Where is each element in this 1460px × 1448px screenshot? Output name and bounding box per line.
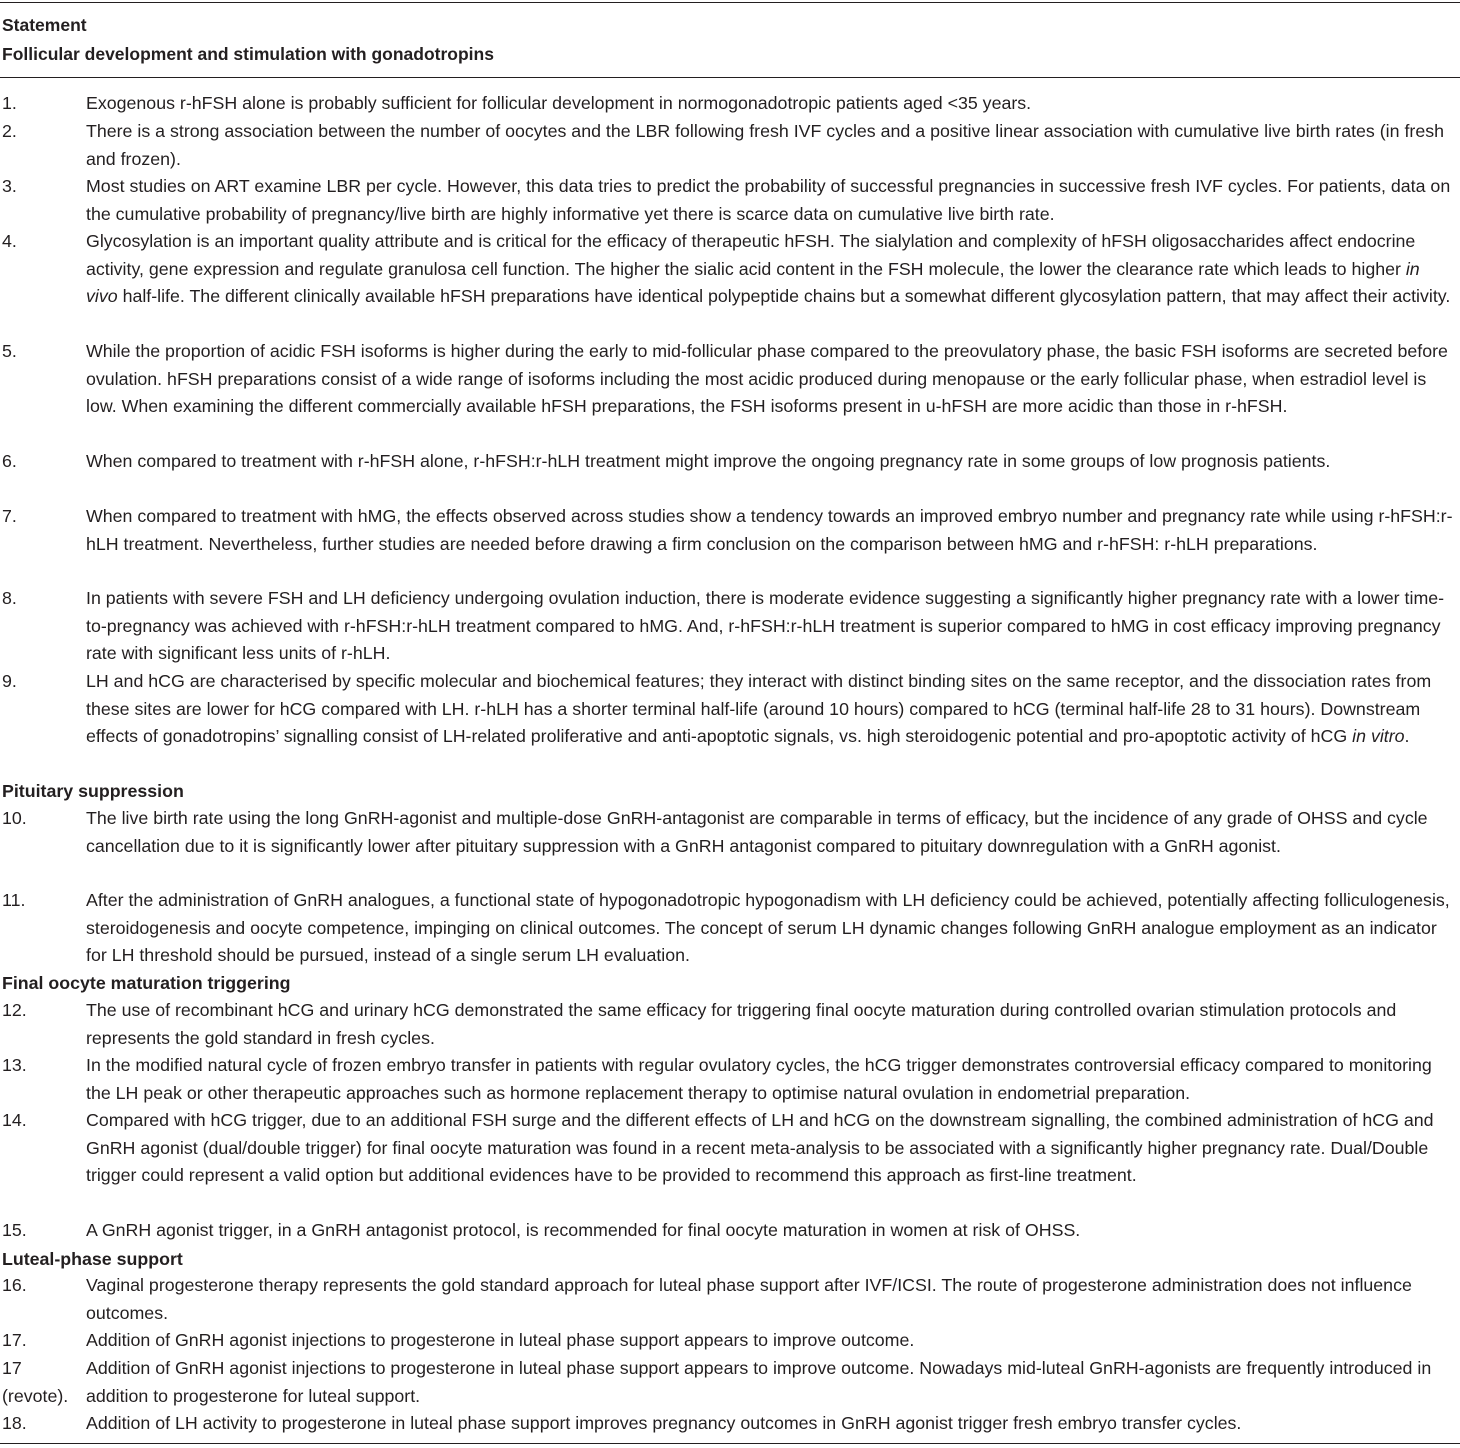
table-top-rule	[0, 2, 1460, 3]
statement-text-part: half-life. The different clinically available hFSH preparations have identical polypeptide chains but a somewhat different glycosylation pattern, that may affect their activity.	[117, 286, 1451, 306]
statement-text: Addition of GnRH agonist injections to progesterone in luteal phase support appears to improve outcome. Nowadays mid-luteal GnRH-agonists are frequently introduced in addition to progesterone for luteal support.	[86, 1358, 1432, 1406]
statement-text: While the proportion of acidic FSH isoforms is higher during the early to mid-follicular phase compared to the preovulatory phase, the basic FSH isoforms are secreted before ovulation. hFSH preparations consist of a wide range of isoforms including the most acidic produced during menopause or the early follicular phase, when estradiol level is low. When examining the different commercially available hFSH preparations, the FSH isoforms present in u-hFSH are more acidic than those in r-hFSH.	[86, 341, 1448, 416]
statement-text-part: Glycosylation is an important quality attribute and is critical for the efficacy of therapeutic hFSH. The sialylation and complexity of hFSH oligosaccharides affect endocrine activity, gene expression and regulate granulosa cell function. The higher the sialic acid content in the FSH molecule, the lower the clearance rate which leads to higher	[86, 231, 1416, 279]
column-header: Statement	[2, 15, 87, 35]
statement-number: 14.	[2, 1110, 27, 1130]
section-heading-follicular: Follicular development and stimulation with gonadotropins	[2, 44, 494, 64]
section-heading-final-oocyte: Final oocyte maturation triggering	[2, 973, 291, 993]
statement-text: A GnRH agonist trigger, in a GnRH antagonist protocol, is recommended for final oocyte maturation in women at risk of OHSS.	[86, 1220, 1081, 1240]
statement-text	[86, 228, 1456, 311]
statement-text: When compared to treatment with r-hFSH alone, r-hFSH:r-hLH treatment might improve the ongoing pregnancy rate in some groups of low prognosis patients.	[86, 451, 1331, 471]
statement-text: The live birth rate using the long GnRH-agonist and multiple-dose GnRH-antagonist are comparable in terms of efficacy, but the incidence of any grade of OHSS and cycle cancellation due to it is significantly lower after pituitary suppression with a GnRH antagonist compared to pituitary downregulation with a GnRH agonist.	[86, 808, 1428, 856]
statement-text: There is a strong association between the number of oocytes and the LBR following fresh IVF cycles and a positive linear association with cumulative live birth rates (in fresh and frozen).	[86, 121, 1444, 169]
statement-number: 4.	[2, 231, 17, 251]
statement-text: Compared with hCG trigger, due to an additional FSH surge and the different effects of LH and hCG on the downstream signalling, the combined administration of hCG and GnRH agonist (dual/double trigger) for final oocyte maturation was found in a recent meta-analysis to be associated with a significantly higher pregnancy rate. Dual/Double trigger could represent a valid option but additional evidences have to be provided to recommend this approach as first-line treatment.	[86, 1110, 1434, 1185]
statement-number: 17.	[2, 1330, 27, 1350]
statement-text: Most studies on ART examine LBR per cycle. However, this data tries to predict the probability of successful pregnancies in successive fresh IVF cycles. For patients, data on the cumulative probability of pregnancy/live birth are highly informative yet there is scarce data on cumulative live birth rate.	[86, 176, 1451, 224]
statement-number: 7.	[2, 506, 17, 526]
statement-text-part: LH and hCG are characterised by specific molecular and biochemical features; they interact with distinct binding sites on the same receptor, and the dissociation rates from these sites are lower for hCG compared with LH. r-hLH has a shorter terminal half-life (around 10 hours) compared to hCG (terminal half-life 28 to 31 hours). Downstream effects of gonadotropins’ signalling consist of LH-related proliferative and anti-apoptotic signals, vs. high steroidogenic potential and pro-apoptotic activity of hCG	[86, 671, 1432, 746]
statement-number: 6.	[2, 451, 17, 471]
statement-number: 12.	[2, 1000, 27, 1020]
statement-text: Addition of GnRH agonist injections to progesterone in luteal phase support appears to improve outcome.	[86, 1330, 915, 1350]
section-heading-luteal: Luteal-phase support	[2, 1249, 183, 1269]
statement-number: 15.	[2, 1220, 27, 1240]
statement-text: Vaginal progesterone therapy represents the gold standard approach for luteal phase support after IVF/ICSI. The route of progesterone administration does not influence outcomes.	[86, 1275, 1412, 1323]
statement-text: When compared to treatment with hMG, the effects observed across studies show a tendency towards an improved embryo number and pregnancy rate while using r-hFSH:r-hLH treatment. Nevertheless, further studies are needed before drawing a firm conclusion on the comparison between hMG and r-hFSH: r-hLH preparations.	[86, 506, 1453, 554]
statement-number: 10.	[2, 808, 27, 828]
statement-text: In patients with severe FSH and LH deficiency undergoing ovulation induction, there is moderate evidence suggesting a significantly higher pregnancy rate with a lower time-to-pregnancy was achieved with r-hFSH:r-hLH treatment compared to hMG. And, r-hFSH:r-hLH treatment is superior compared to hMG in cost efficacy improving pregnancy rate with significant less units of r-hLH.	[86, 588, 1445, 663]
statement-text-italic: in vivo	[86, 258, 1420, 306]
statement-number: 13.	[2, 1055, 27, 1075]
statement-number: 9.	[2, 671, 17, 691]
statement-number: 5.	[2, 341, 17, 361]
statement-text-italic: in vitro	[1352, 726, 1405, 746]
statement-number: 3.	[2, 176, 17, 196]
section-heading-pituitary: Pituitary suppression	[2, 781, 184, 801]
statement-text: After the administration of GnRH analogues, a functional state of hypogonadotropic hypogonadism with LH deficiency could be achieved, potentially affecting folliculogenesis, steroidogenesis and oocyte competence, impinging on clinical outcomes. The concept of serum LH dynamic changes following GnRH analogue employment as an indicator for LH threshold should be pursued, instead of a single serum LH evaluation.	[86, 890, 1450, 965]
statement-text-part: .	[1404, 726, 1410, 746]
header-rule	[0, 77, 1460, 78]
statement-number: 11.	[2, 890, 26, 910]
table-bottom-rule	[0, 1443, 1460, 1444]
statement-text: The use of recombinant hCG and urinary hCG demonstrated the same efficacy for triggering final oocyte maturation during controlled ovarian stimulation protocols and represents the gold standard in fresh cycles.	[86, 1000, 1397, 1048]
statement-number: 18.	[2, 1413, 27, 1433]
statement-text	[86, 668, 1456, 751]
statement-number: 16.	[2, 1275, 27, 1295]
statement-number: 8.	[2, 588, 17, 608]
statement-number: 17 (revote).	[2, 1358, 69, 1406]
statement-text: Addition of LH activity to progesterone in luteal phase support improves pregnancy outcomes in GnRH agonist trigger fresh embryo transfer cycles.	[86, 1413, 1242, 1433]
statement-number: 1.	[2, 93, 17, 113]
statement-text: In the modified natural cycle of frozen embryo transfer in patients with regular ovulatory cycles, the hCG trigger demonstrates controversial efficacy compared to monitoring the LH peak or other therapeutic approaches such as hormone replacement therapy to optimise natural ovulation in endometrial preparation.	[86, 1055, 1432, 1103]
statement-number: 2.	[2, 121, 17, 141]
statement-text: Exogenous r-hFSH alone is probably sufficient for follicular development in normogonadotropic patients aged <35 years.	[86, 93, 1032, 113]
